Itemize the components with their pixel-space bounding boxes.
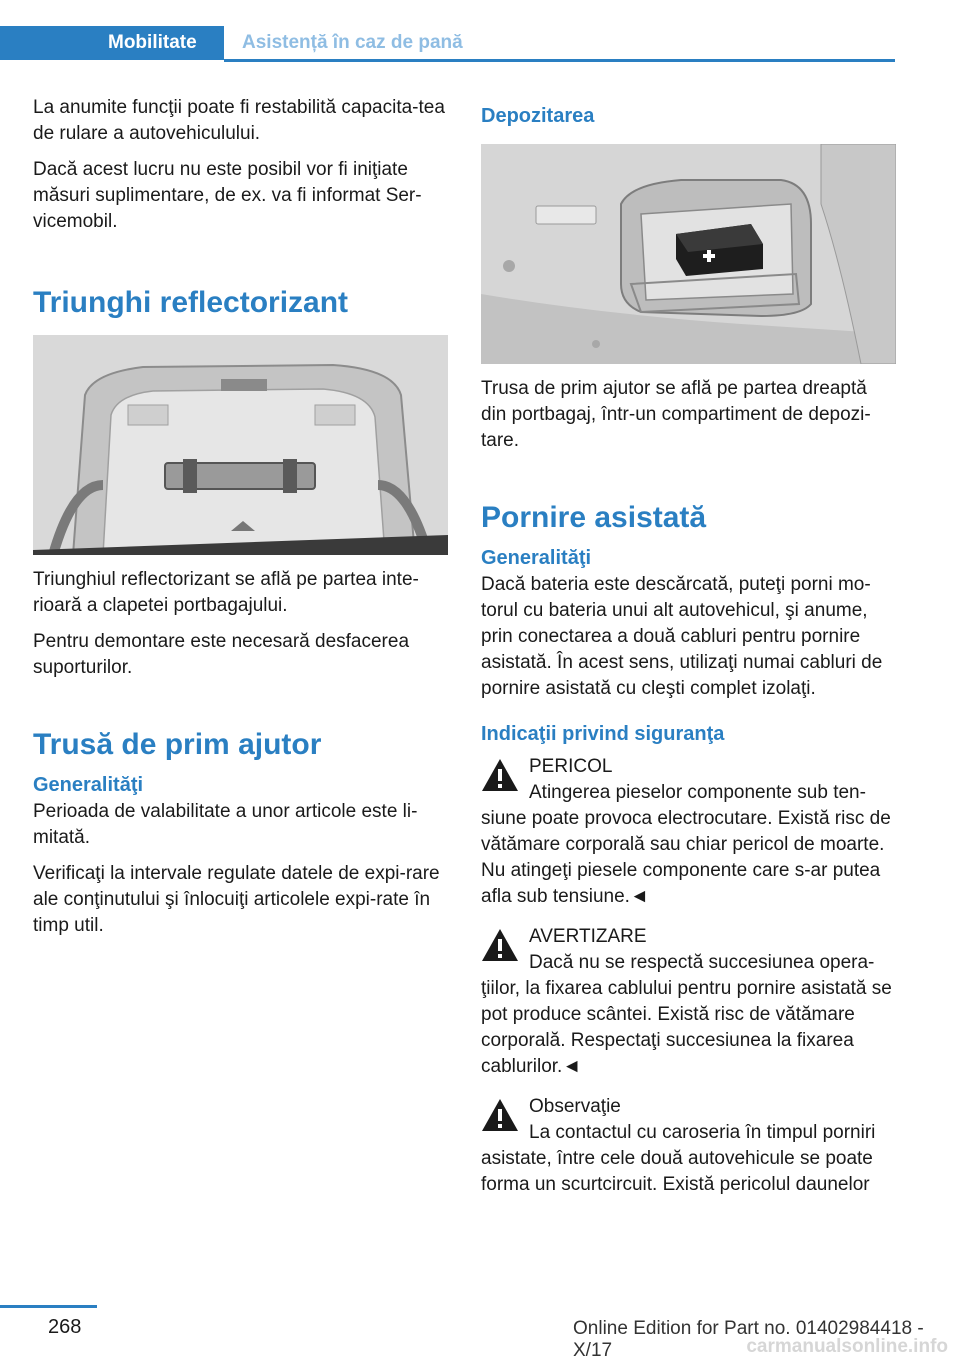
watermark: carmanualsonline.info xyxy=(746,1336,948,1357)
warning-danger xyxy=(481,754,896,910)
warning-title: PERICOL xyxy=(529,756,613,777)
warning-triangle-image xyxy=(33,335,448,555)
first-aid-paragraph-2: Verificaţi la intervale regulate datele de expi-rare ale conţinutului şi înlocuiţi articolele expi-rate în timp util. xyxy=(33,863,440,936)
warning-text: ţiilor, la fixarea cablului pentru pornire asistată se pot produce scântei. Există risc de vătămare corporală. Respectaţi succesiunea la fixarea cablurilor.◄ xyxy=(481,978,892,1077)
warning-triangle-icon xyxy=(481,1098,519,1137)
intro-paragraph-1: La anumite funcţii poate fi restabilită capacita-tea de rulare a autovehiculului. xyxy=(33,97,445,144)
intro-paragraph-2: Dacă acest lucru nu este posibil vor fi iniţiate măsuri suplimentare, de ex. va fi informat Ser-vicemobil. xyxy=(33,159,422,232)
warning-caution xyxy=(481,924,896,1080)
first-aid-storage-image xyxy=(481,144,896,364)
jump-start-paragraph-1: Dacă bateria este descărcată, puteţi porni mo-torul cu bateria unui alt autovehicul, şi anume, prin conectarea a două cabluri pentru pornire asistată. În acest sens, utilizaţi numai cabluri de pornire asistată cu cleşti complet izolaţi. xyxy=(481,574,883,699)
first-aid-paragraph-1: Perioada de valabilitate a unor articole este li-mitată. xyxy=(33,801,418,848)
triangle-paragraph-1: Triunghiul reflectorizant se află pe partea inte-rioară a clapetei portbagajului. xyxy=(33,569,419,616)
page-header xyxy=(0,26,895,62)
tab-breakdown-assistance[interactable]: Asistență în caz de pană xyxy=(242,32,463,53)
storage-paragraph-1: Trusa de prim ajutor se află pe partea dreaptă din portbagaj, într-un compartiment de depozi-tare. xyxy=(481,378,871,451)
warning-text-line-1: La contactul cu caroseria în timpul porniri xyxy=(529,1122,876,1143)
warning-triangle-icon xyxy=(481,928,519,967)
warning-title: AVERTIZARE xyxy=(529,926,647,947)
edition-info: Online Edition for Part no. 01402984418 - X/17 xyxy=(573,1318,924,1361)
header-divider xyxy=(224,59,895,62)
warning-text-line-1: Atingerea pieselor componente sub ten- xyxy=(529,782,866,803)
heading-general-left: Generalităţi xyxy=(33,774,144,796)
warning-text: siune poate provoca electrocutare. Există risc de vătămare corporală sau chiar pericol de moarte. Nu atingeţi piesele componente care s-ar putea afla sub tensiune.◄ xyxy=(481,808,891,907)
right-column xyxy=(481,102,896,1210)
footer-divider xyxy=(0,1305,97,1308)
heading-first-aid-kit: Trusă de prim ajutor xyxy=(33,728,322,761)
warning-triangle-icon xyxy=(481,758,519,797)
heading-storage: Depozitarea xyxy=(481,105,595,127)
warning-notice xyxy=(481,1094,896,1198)
warning-text-line-1: Dacă nu se respectă succesiunea opera- xyxy=(529,952,875,973)
page-number: 268 xyxy=(48,1316,82,1338)
tab-mobilitate[interactable]: Mobilitate xyxy=(0,26,224,60)
heading-general-right: Generalităţi xyxy=(481,547,592,569)
warning-text: asistate, între cele două autovehicule se poate forma un scurtcircuit. Există pericolul daunelor xyxy=(481,1148,873,1195)
heading-jump-start: Pornire asistată xyxy=(481,501,707,534)
heading-safety-notes: Indicaţii privind siguranţa xyxy=(481,723,725,745)
left-column xyxy=(33,95,448,949)
triangle-paragraph-2: Pentru demontare este necesară desfacerea suporturilor. xyxy=(33,631,410,678)
warning-title: Observaţie xyxy=(529,1096,621,1117)
heading-warning-triangle: Triunghi reflectorizant xyxy=(33,286,349,319)
